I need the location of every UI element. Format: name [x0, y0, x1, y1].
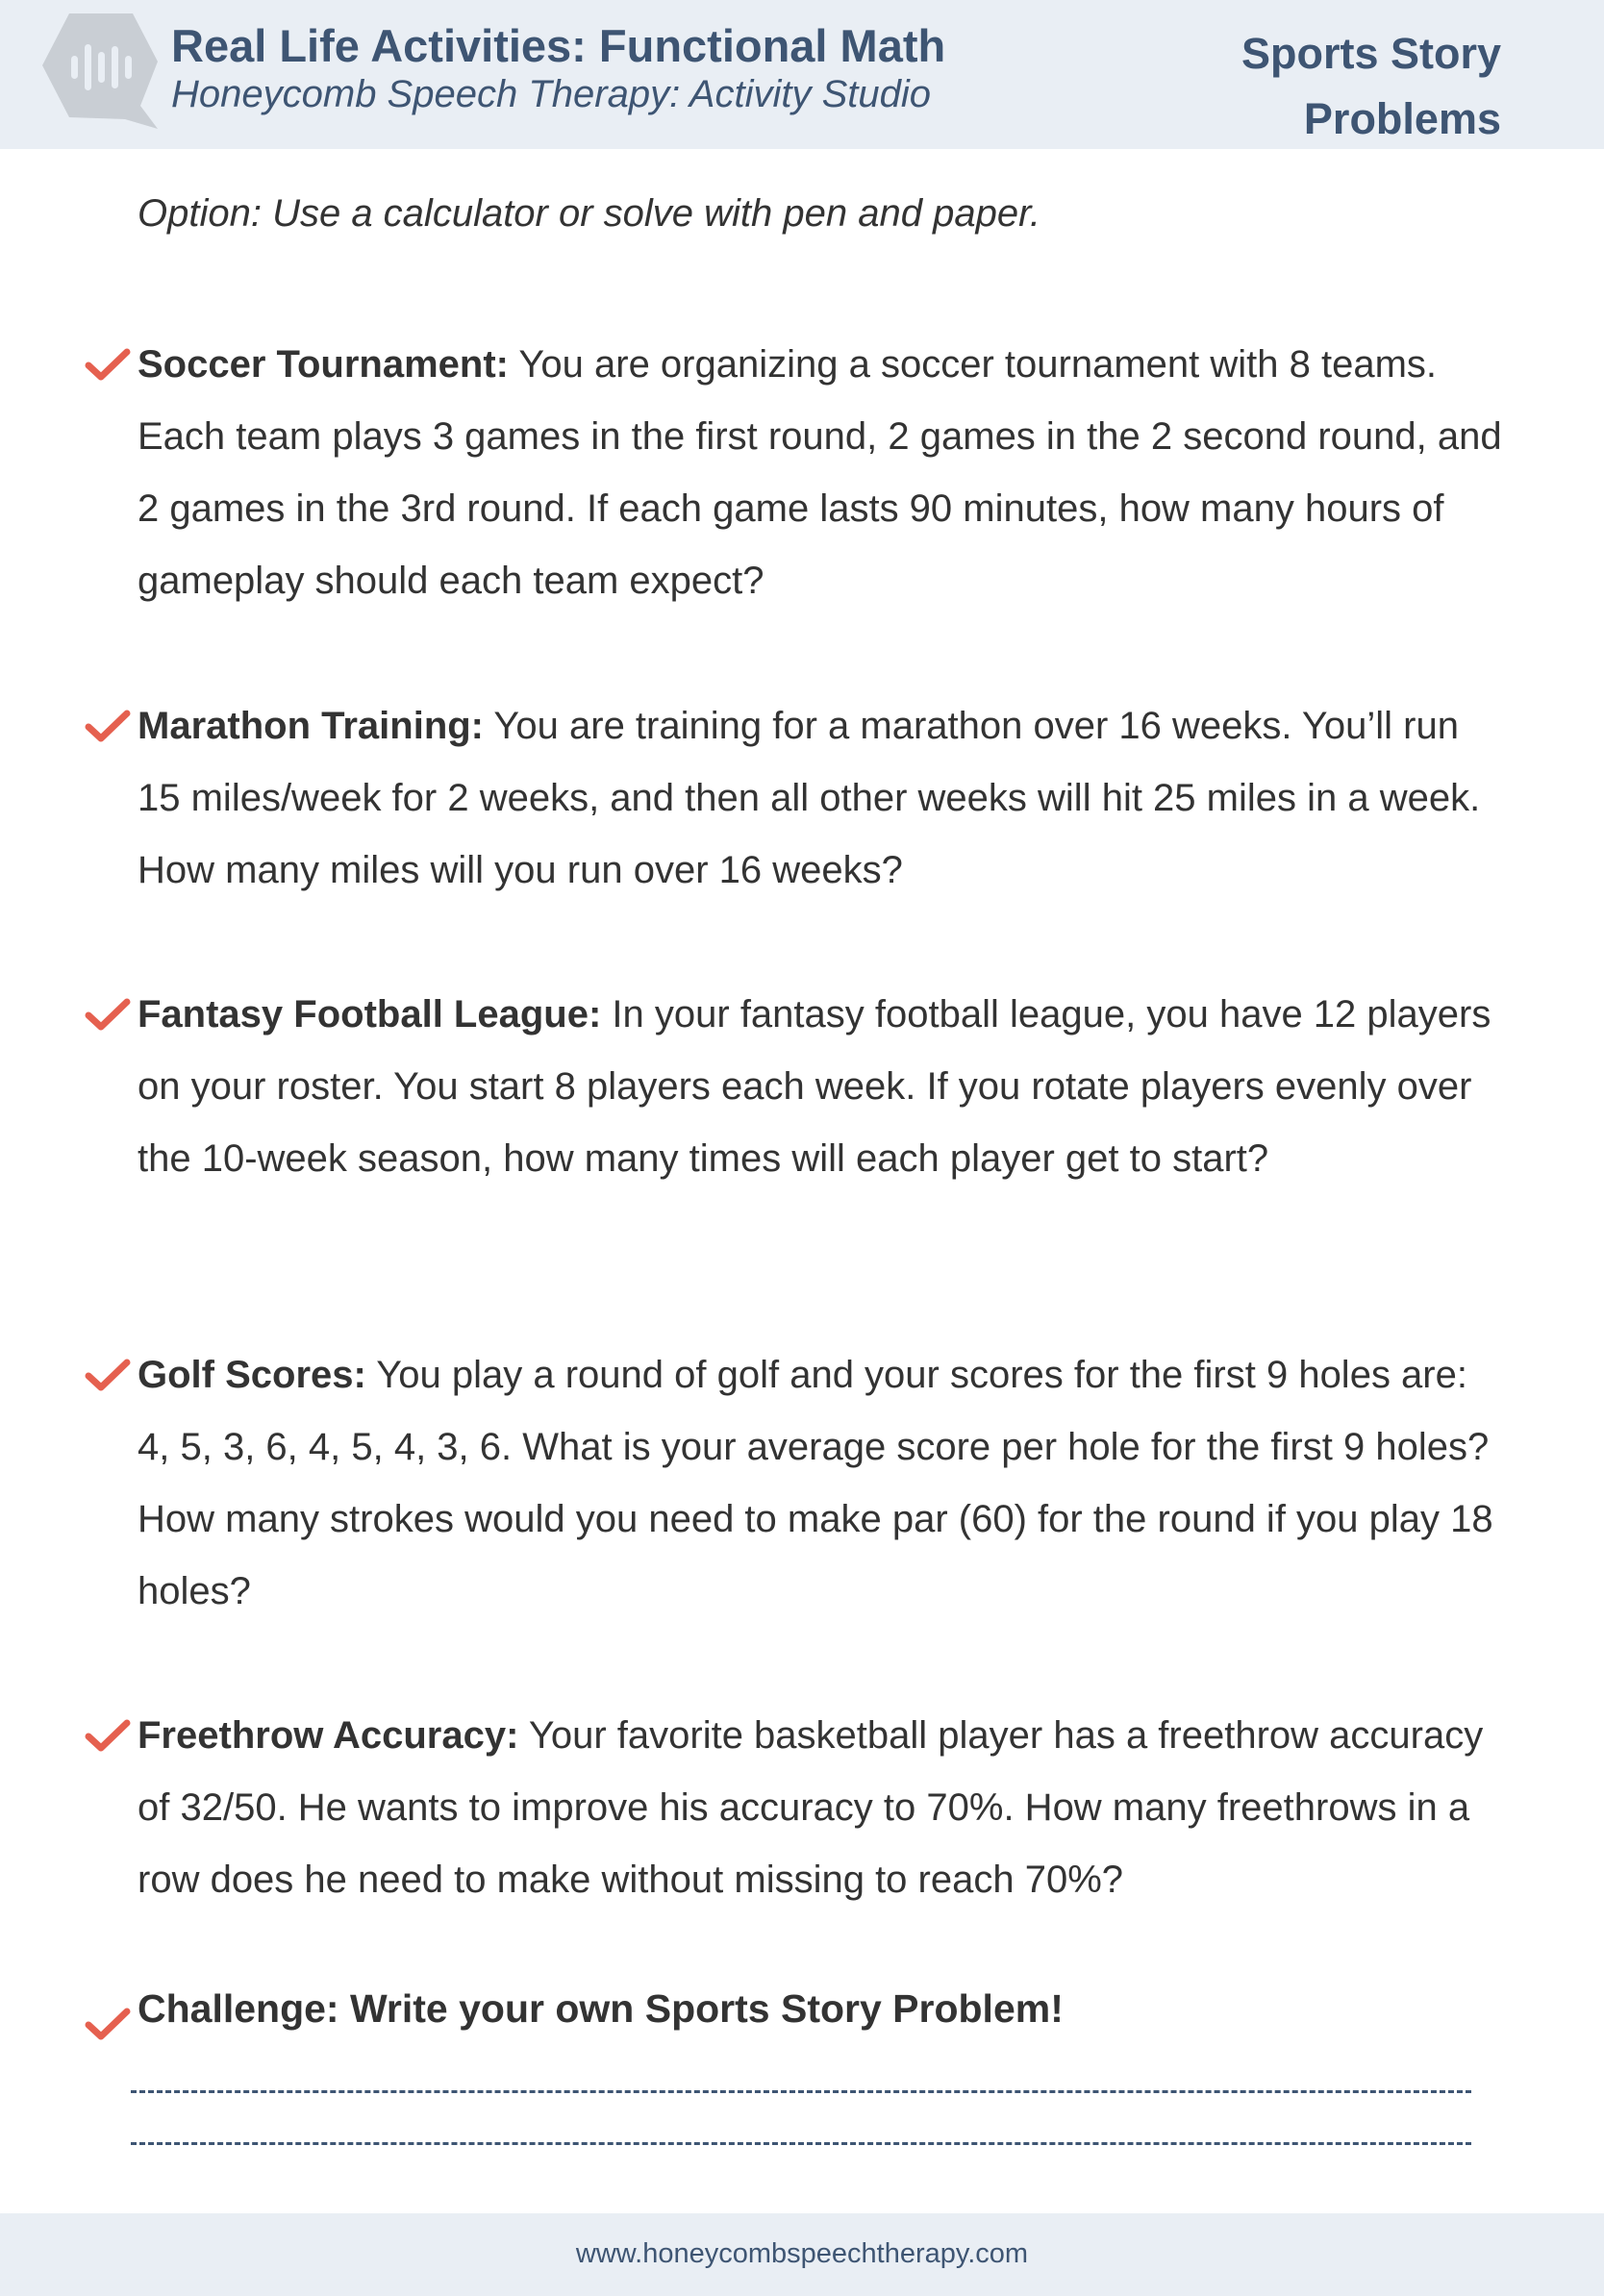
- problem-label: Freethrow Accuracy:: [138, 1714, 519, 1757]
- checkmark-icon: [85, 1357, 131, 1393]
- worksheet-title: Real Life Activities: Functional Math: [171, 20, 946, 71]
- problem-text: You are organizing a soccer tournament with 8 teams. Each team plays 3 games in the first round, 2 games in the 2 second round, and 2 games in the 3rd round. If each game lasts 90 minutes, how many hours of gameplay should each team expect?: [138, 343, 1502, 602]
- problem-fantasy-football-league: [138, 979, 1508, 1195]
- problem-golf-scores: [138, 1339, 1508, 1628]
- checkmark-icon: [85, 2006, 131, 2042]
- checkmark-icon: [85, 996, 131, 1033]
- page-footer: [0, 2213, 1604, 2296]
- problem-text: You are training for a marathon over 16 weeks. You’ll run 15 miles/week for 2 weeks, and then all other weeks will hit 25 miles in a week. How many miles will you run over 16 weeks?: [138, 705, 1481, 891]
- page-header: [0, 0, 1604, 149]
- honeycomb-speech-logo-icon: [38, 12, 163, 129]
- worksheet-topic: [1155, 21, 1501, 152]
- problem-marathon-training: [138, 690, 1508, 907]
- checkmark-icon: [85, 346, 131, 383]
- checkmark-icon: [85, 708, 131, 744]
- checkmark-icon: [85, 1717, 131, 1754]
- challenge-prompt: Challenge: Write your own Sports Story Problem!: [138, 1986, 1064, 2031]
- worksheet-subtitle: Honeycomb Speech Therapy: Activity Studio: [171, 73, 932, 115]
- option-instruction: Option: Use a calculator or solve with pen and paper.: [138, 192, 1041, 235]
- topic-line-1: Sports Story: [1241, 29, 1501, 78]
- problem-freethrow-accuracy: [138, 1700, 1508, 1916]
- problem-label: Soccer Tournament:: [138, 343, 509, 386]
- problem-label: Fantasy Football League:: [138, 993, 602, 1036]
- problem-text: Your favorite basketball player has a freethrow accuracy of 32/50. He wants to improve his accuracy to 70%. How many freethrows in a row does he need to make without missing to reach 70%?: [138, 1714, 1484, 1901]
- problem-text: In your fantasy football league, you have 12 players on your roster. You start 8 players each week. If you rotate players evenly over the 10-week season, how many times will each player get to start?: [138, 993, 1491, 1180]
- footer-url: www.honeycombspeechtherapy.com: [575, 2238, 1029, 2269]
- problem-soccer-tournament: [138, 329, 1508, 617]
- problem-label: Marathon Training:: [138, 705, 484, 747]
- answer-line[interactable]: [131, 2090, 1471, 2093]
- problem-text: You play a round of golf and your scores for the first 9 holes are: 4, 5, 3, 6, 4, 5, 4, 3, 6. What is your average score per hole for the first 9 holes? How many strokes would you need to make par (60) for the round if you play 18 holes?: [138, 1354, 1493, 1612]
- problem-label: Golf Scores:: [138, 1354, 366, 1396]
- topic-line-2: Problems: [1303, 94, 1501, 143]
- answer-line[interactable]: [131, 2142, 1471, 2145]
